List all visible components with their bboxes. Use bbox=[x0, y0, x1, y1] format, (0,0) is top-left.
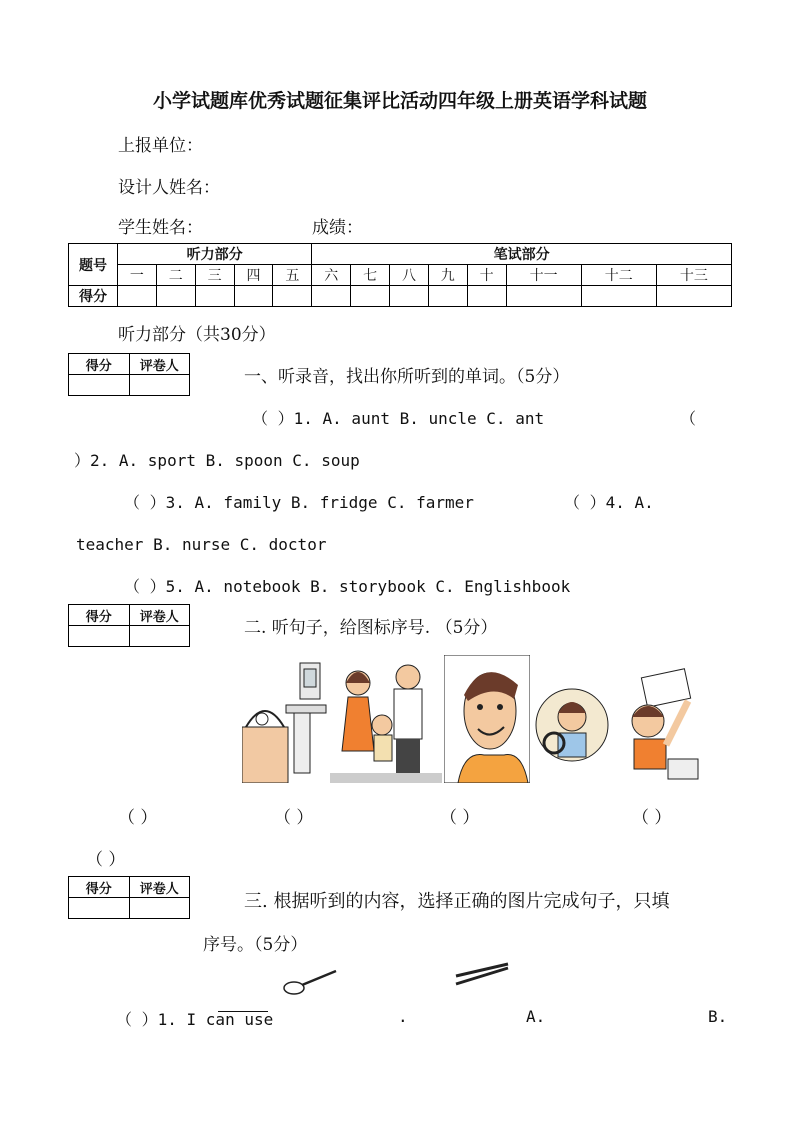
col-number: 五 bbox=[273, 265, 312, 286]
col-number: 十二 bbox=[581, 265, 656, 286]
score-cell[interactable] bbox=[273, 286, 312, 307]
grader-box-3 bbox=[68, 876, 190, 919]
designer-label: 设计人姓名： bbox=[118, 178, 220, 198]
score-cell[interactable] bbox=[581, 286, 656, 307]
grader-header: 评卷人 bbox=[129, 605, 190, 626]
score-cell[interactable] bbox=[506, 286, 581, 307]
grader-cell[interactable] bbox=[129, 375, 190, 396]
boy-face-picture bbox=[444, 655, 530, 783]
col-number: 四 bbox=[234, 265, 273, 286]
answer-bracket-3[interactable]: （ ） bbox=[440, 808, 480, 828]
grader-header: 评卷人 bbox=[129, 354, 190, 375]
grader-box-1 bbox=[68, 353, 190, 396]
listening-header: 听力部分 bbox=[118, 244, 312, 265]
grader-box-2 bbox=[68, 604, 190, 647]
family-picture bbox=[330, 655, 442, 783]
score-row-label: 得分 bbox=[69, 286, 118, 307]
score-header: 得分 bbox=[69, 354, 130, 375]
question-2-bracket: （ bbox=[680, 409, 697, 428]
score-cell[interactable] bbox=[656, 286, 731, 307]
boy-waving-picture bbox=[618, 655, 708, 783]
score-cell[interactable] bbox=[156, 286, 195, 307]
question-3: （ ）3. A. family B. fridge C. farmer bbox=[124, 493, 474, 512]
unit-label: 上报单位： bbox=[118, 136, 203, 156]
part3-heading-cont: 序号。（5分） bbox=[203, 935, 308, 955]
score-cell[interactable] bbox=[351, 286, 390, 307]
part1-heading: 一、听录音，找出你所听到的单词。（5分） bbox=[244, 367, 570, 387]
score-cell[interactable] bbox=[69, 626, 130, 647]
question-1: （ ）1. A. aunt B. uncle C. ant bbox=[252, 409, 545, 428]
score-label: 成绩： bbox=[312, 218, 363, 238]
page-title: 小学试题库优秀试题征集评比活动四年级上册英语学科试题 bbox=[152, 90, 647, 112]
option-b-label: B. bbox=[708, 1007, 728, 1026]
col-number: 七 bbox=[351, 265, 390, 286]
grader-cell[interactable] bbox=[129, 626, 190, 647]
option-a-label: A. bbox=[526, 1007, 546, 1026]
question-period: . bbox=[398, 1007, 408, 1026]
question-5: （ ）5. A. notebook B. storybook C. Englishbook bbox=[124, 577, 571, 596]
score-header: 得分 bbox=[69, 877, 130, 898]
chopsticks-picture bbox=[454, 962, 510, 990]
student-label: 学生姓名： bbox=[118, 218, 203, 238]
score-header: 得分 bbox=[69, 605, 130, 626]
col-number: 十一 bbox=[506, 265, 581, 286]
score-cell[interactable] bbox=[69, 375, 130, 396]
score-cell[interactable] bbox=[69, 898, 130, 919]
question-2: ）2. A. sport B. spoon C. soup bbox=[74, 451, 360, 470]
score-cell[interactable] bbox=[428, 286, 467, 307]
score-cell[interactable] bbox=[234, 286, 273, 307]
question-4-start: （ ）4. A. bbox=[564, 493, 654, 512]
col-number: 八 bbox=[390, 265, 429, 286]
listening-section-heading: 听力部分（共30分） bbox=[118, 325, 276, 345]
score-cell[interactable] bbox=[195, 286, 234, 307]
spoon-picture bbox=[282, 968, 338, 996]
col-number: 二 bbox=[156, 265, 195, 286]
score-cell[interactable] bbox=[118, 286, 157, 307]
answer-bracket-4[interactable]: （ ） bbox=[632, 808, 672, 828]
score-cell[interactable] bbox=[467, 286, 506, 307]
written-header: 笔试部分 bbox=[312, 244, 732, 265]
score-cell[interactable] bbox=[390, 286, 429, 307]
part3-question-1: （ ）1. I can use bbox=[116, 1010, 274, 1029]
row-header: 题号 bbox=[69, 244, 118, 286]
grader-header: 评卷人 bbox=[129, 877, 190, 898]
part3-heading: 三. 根据听到的内容，选择正确的图片完成句子，只填 bbox=[244, 891, 670, 912]
score-cell[interactable] bbox=[312, 286, 351, 307]
grader-cell[interactable] bbox=[129, 898, 190, 919]
col-number: 十三 bbox=[656, 265, 731, 286]
col-number: 一 bbox=[118, 265, 157, 286]
answer-bracket-2[interactable]: （ ） bbox=[274, 808, 314, 828]
bedroom-picture bbox=[242, 655, 328, 783]
col-number: 六 bbox=[312, 265, 351, 286]
answer-bracket-5[interactable]: （ ） bbox=[86, 850, 126, 870]
col-number: 十 bbox=[467, 265, 506, 286]
answer-blank[interactable] bbox=[218, 1011, 268, 1012]
question-4: teacher B. nurse C. doctor bbox=[76, 535, 327, 554]
driver-picture bbox=[532, 655, 616, 783]
answer-bracket-1[interactable]: （ ） bbox=[118, 808, 158, 828]
score-table bbox=[68, 243, 732, 307]
col-number: 九 bbox=[428, 265, 467, 286]
part2-heading: 二. 听句子，给图标序号. （5分） bbox=[244, 618, 498, 638]
col-number: 三 bbox=[195, 265, 234, 286]
